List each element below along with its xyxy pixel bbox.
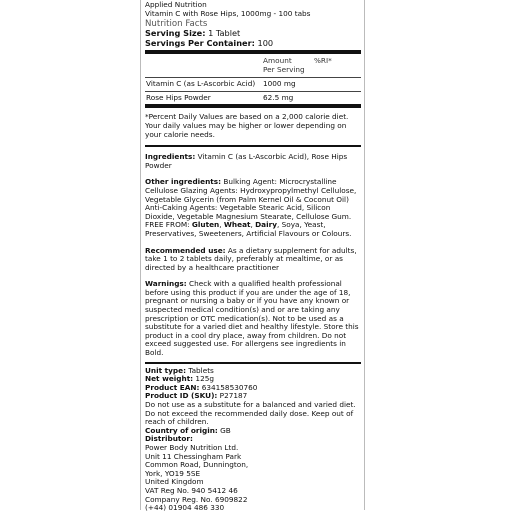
ingredients-label: Ingredients:: [145, 152, 196, 162]
daily-value-footnote: *Percent Daily Values are based on a 2,000 calorie diet. Your daily values may be higher or lower depending on your calorie needs.: [145, 112, 349, 139]
distributor-line: Power Body Nutrition Ltd.: [145, 442, 239, 452]
serving-size-value: 1 Tablet: [208, 28, 241, 39]
nutrient-amount: 62.5 mg: [262, 91, 313, 104]
warnings-label: Warnings:: [145, 279, 187, 289]
origin-value: GB: [217, 425, 231, 435]
ean-label: Product EAN:: [145, 382, 200, 392]
nutrient-table: [145, 54, 361, 104]
other-ingredients-text-end: , Soya, Yeast, Preservatives, Sweeteners, Artificial Flavours or Colours.: [145, 220, 352, 238]
other-ingredients-paragraph: [145, 178, 361, 238]
nutrient-name: Rose Hips Powder: [145, 91, 262, 104]
separator: ,: [250, 220, 256, 230]
table-header-row: [145, 54, 361, 78]
distributor-line: York, YO19 5SE: [145, 468, 201, 478]
net-weight-label: Net weight:: [145, 374, 194, 384]
distributor-line: Company Reg. No. 6909822: [145, 494, 248, 504]
allergen-dairy: Dairy: [255, 220, 277, 230]
other-ingredients-text: Bulking Agent: Microcrystalline Cellulose Glazing Agents: Hydroxypropylmethyl Cellulose, Vegetable Glycerin (from Palm Kernel Oil & Coconut Oil) Anti-Caking Agents: Vegetable Stearic Acid, Silicon Dioxide, Vegetable Magnesium Stearate, Cellulose Gum. FREE FROM:: [145, 177, 357, 230]
ingredients-text: Vitamin C (as L-Ascorbic Acid), Rose Hips Powder: [145, 152, 348, 170]
footnote-section: [145, 108, 361, 139]
recommended-use-paragraph: [145, 247, 361, 273]
serving-size-label: Serving Size:: [145, 28, 206, 39]
nutrient-ri: [313, 91, 361, 104]
distributor-line: Common Road, Dunnington,: [145, 460, 249, 470]
allergen-gluten: Gluten: [191, 220, 220, 230]
ean-value: 634158530760: [199, 382, 258, 392]
brand-name: Applied Nutrition: [145, 0, 207, 9]
distributor-line: (+44) 01904 486 330: [145, 503, 225, 513]
separator: ,: [219, 220, 224, 230]
table-row: [145, 78, 361, 92]
col-amount-header: Amount: [263, 56, 292, 65]
sku-value: P27187: [217, 391, 248, 401]
nutrient-amount: 1000 mg: [262, 78, 313, 92]
net-weight-value: 125g: [193, 374, 214, 384]
distributor-label: Distributor:: [145, 434, 193, 444]
distributor-line: Unit 11 Chessingham Park: [145, 451, 242, 461]
nutrition-facts-title: Nutrition Facts: [145, 19, 208, 30]
ingredients-paragraph: [145, 153, 361, 170]
nutrient-ri: [313, 78, 361, 92]
allergen-wheat: Wheat: [223, 220, 251, 230]
sku-label: Product ID (SKU):: [145, 391, 218, 401]
product-details-section: [145, 364, 361, 513]
warnings-text: Check with a qualified health professional before using this product if you are under the age of 18, pregnant or nursing a baby or if you have any known or suspected medical condition(s) and or are taking any prescription or OTC medication(s). Not to be used as a substitute for a varied diet and healthy lifestyle. Store this product in a cool dry place, away from children. Do not exceed suggested use. For allergens see ingredients in Bold.: [145, 279, 359, 358]
servings-value: 100: [257, 37, 274, 48]
unit-type-value: Tablets: [186, 365, 214, 375]
product-name: Vitamin C with Rose Hips, 1000mg - 100 tabs: [145, 8, 311, 18]
ingredients-section: [145, 147, 361, 357]
col-per-serving-header: Per Serving: [263, 64, 305, 74]
servings-label: Servings Per Container:: [145, 37, 255, 48]
nutrition-label-panel: [140, 0, 365, 513]
table-row: [145, 91, 361, 104]
unit-type-label: Unit type:: [145, 365, 186, 375]
col-ri-header: %RI*: [314, 56, 332, 65]
nutrient-name: Vitamin C (as L-Ascorbic Acid): [145, 78, 262, 92]
usage-note: Do not use as a substitute for a balanced and varied diet. Do not exceed the recommended daily dose. Keep out of reach of children.: [145, 400, 356, 427]
servings-per-container: [145, 39, 361, 48]
recommended-use-text: As a dietary supplement for adults, take 1 to 2 tablets daily, preferably at mealtime, or as directed by a healthcare practitioner: [145, 245, 357, 272]
distributor-line: United Kingdom: [145, 477, 204, 487]
distributor-line: VAT Reg No. 940 5412 46: [145, 485, 238, 495]
recommended-use-label: Recommended use:: [145, 245, 226, 255]
warnings-paragraph: [145, 280, 361, 357]
other-ingredients-label: Other ingredients:: [145, 177, 222, 187]
origin-label: Country of origin:: [145, 425, 218, 435]
